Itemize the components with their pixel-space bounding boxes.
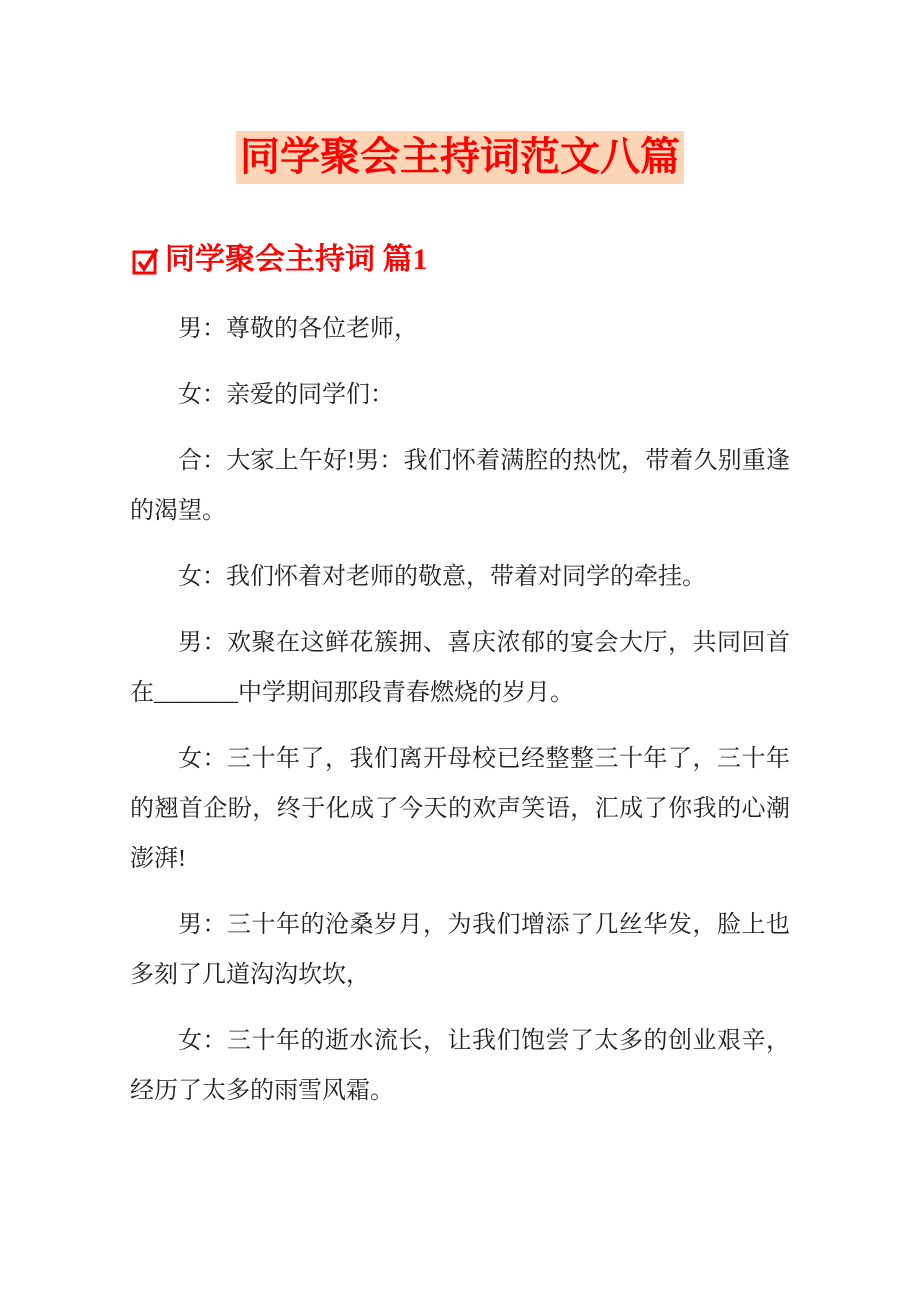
document-title-text: 同学聚会主持词范文八篇 <box>236 131 684 184</box>
section-heading <box>130 242 790 278</box>
paragraph: 男：尊敬的各位老师， <box>178 316 418 342</box>
paragraph: 女：我们怀着对老师的敬意，带着对同学的牵挂。 <box>178 564 706 590</box>
document-title <box>130 131 790 184</box>
paragraph: 合：大家上午好!男：我们怀着满腔的热忱，带着久别重逢的渴望。 <box>130 448 790 524</box>
paragraph: 女：三十年了，我们离开母校已经整整三十年了，三十年的翘首企盼，终于化成了今天的欢声笑语，汇成了你我的心潮澎湃! <box>130 746 790 872</box>
checked-checkbox-icon <box>130 244 162 276</box>
section-heading-text: 同学聚会主持词 篇1 <box>165 243 428 276</box>
document-body <box>130 304 790 1116</box>
paragraph: 女：三十年的逝水流长，让我们饱尝了太多的创业艰辛，经历了太多的雨雪风霜。 <box>130 1028 790 1104</box>
paragraph: 男：欢聚在这鲜花簇拥、喜庆浓郁的宴会大厅，共同回首在_______中学期间那段青春燃烧的岁月。 <box>130 630 790 706</box>
paragraph: 女：亲爱的同学们： <box>178 382 394 408</box>
paragraph: 男：三十年的沧桑岁月，为我们增添了几丝华发，脸上也多刻了几道沟沟坎坎， <box>130 912 790 988</box>
